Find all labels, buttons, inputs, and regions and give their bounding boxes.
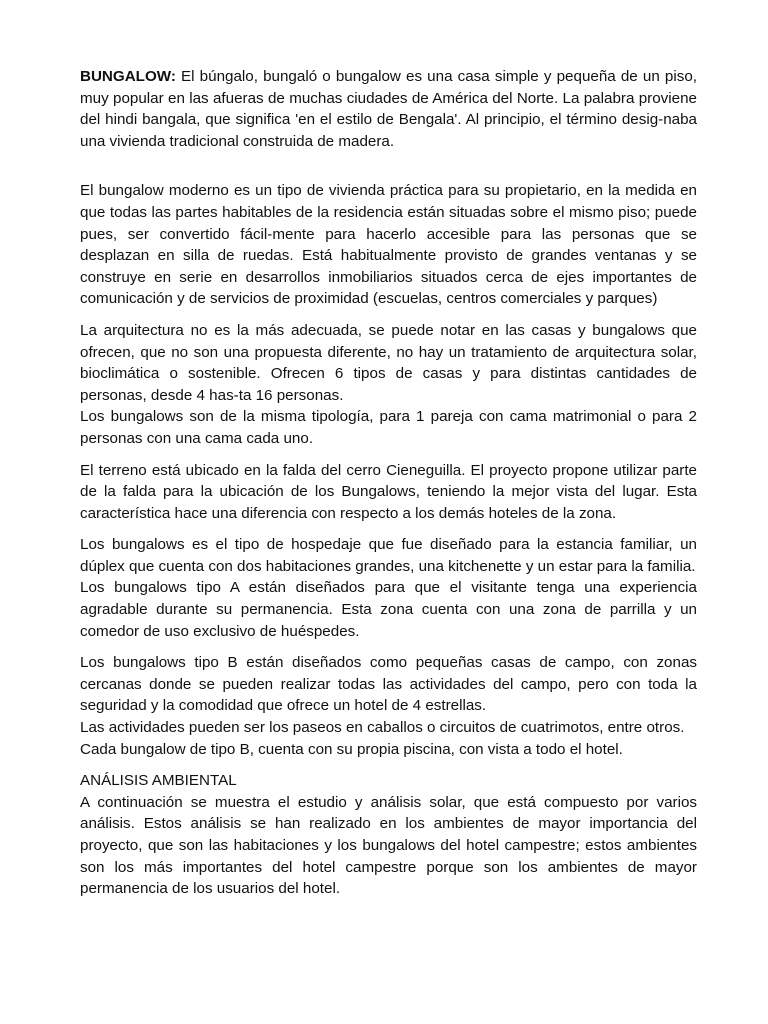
- paragraph-type-b: [80, 652, 697, 760]
- paragraph-modern-bungalow: El bungalow moderno es un tipo de vivienda práctica para su propietario, en la medida en que todas las partes habitables de la residencia están situadas sobre el mismo piso; puede pues, ser convertido fácil-mente para hacerlo accesible para las personas que se desplazan en silla de ruedas. Está habitualmente provisto de grandes ventanas y se construye en serie en desarrollos inmobiliarios situados cerca de ejes importantes de comunicación y de servicios de proximidad (escuelas, centros comerciales y parques): [80, 182, 697, 308]
- paragraph-line: Cada bungalow de tipo B, cuenta con su propia piscina, con vista a todo el hotel.: [80, 740, 623, 758]
- section-environmental-analysis: [80, 770, 697, 900]
- paragraph-lodging: [80, 534, 697, 642]
- intro-paragraph: [80, 66, 697, 152]
- document-page: [80, 66, 697, 910]
- section-text: A continuación se muestra el estudio y análisis solar, que está compuesto por varios análisis. Estos análisis se han realizado en los ambientes de mayor importancia del proyecto, que son las habitaciones y los bungalows del hotel campestre; estos ambientes son los más importantes del hotel campestre porque son los ambientes de mayor permanencia de los usuarios del hotel.: [80, 793, 697, 898]
- paragraph-line: Los bungalows tipo A están diseñados para que el visitante tenga una experiencia agradable durante su permanencia. Esta zona cuenta con una zona de parrilla y un comedor de uso exclusivo de huéspedes.: [80, 579, 697, 640]
- paragraph-terrain: El terreno está ubicado en la falda del cerro Cieneguilla. El proyecto propone utilizar parte de la falda para la ubicación de los Bungalows, teniendo la mejor vista del lugar. Esta característica hace una diferencia con respecto a los demás hoteles de la zona.: [80, 461, 697, 522]
- intro-text: El búngalo, bungaló o bungalow es una casa simple y pequeña de un piso, muy popular en las afueras de muchas ciudades de América del Norte. La palabra proviene del hindi bangala, que significa 'en el estilo de Bengala'. Al principio, el término desig-naba una vivienda tradicional construida de madera.: [80, 68, 697, 150]
- paragraph-line: La arquitectura no es la más adecuada, se puede notar en las casas y bungalows que ofrecen, que no son una propuesta diferente, no hay un tratamiento de arquitectura solar, bioclimática o sostenible. Ofrecen 6 tipos de casas y para distintas cantidades de personas, desde 4 has-ta 16 personas.: [80, 321, 697, 404]
- paragraph-line: Las actividades pueden ser los paseos en caballos o circuitos de cuatrimotos, entre otros.: [80, 719, 685, 737]
- paragraph-line: Los bungalows tipo B están diseñados como pequeñas casas de campo, con zonas cercanas donde se pueden realizar todas las actividades del campo, pero con toda la seguridad y la comodidad que ofrece un hotel de 4 estrellas.: [80, 654, 697, 715]
- intro-term: BUNGALOW:: [80, 68, 176, 85]
- paragraph-architecture: [80, 320, 697, 450]
- paragraph-line: Los bungalows es el tipo de hospedaje que fue diseñado para la estancia familiar, un dúplex que cuenta con dos habitaciones grandes, una kitchenette y un estar para la familia.: [80, 536, 697, 575]
- paragraph-line: Los bungalows son de la misma tipología, para 1 pareja con cama matrimonial o para 2 personas con una cama cada uno.: [80, 408, 697, 447]
- section-heading: ANÁLISIS AMBIENTAL: [80, 772, 237, 790]
